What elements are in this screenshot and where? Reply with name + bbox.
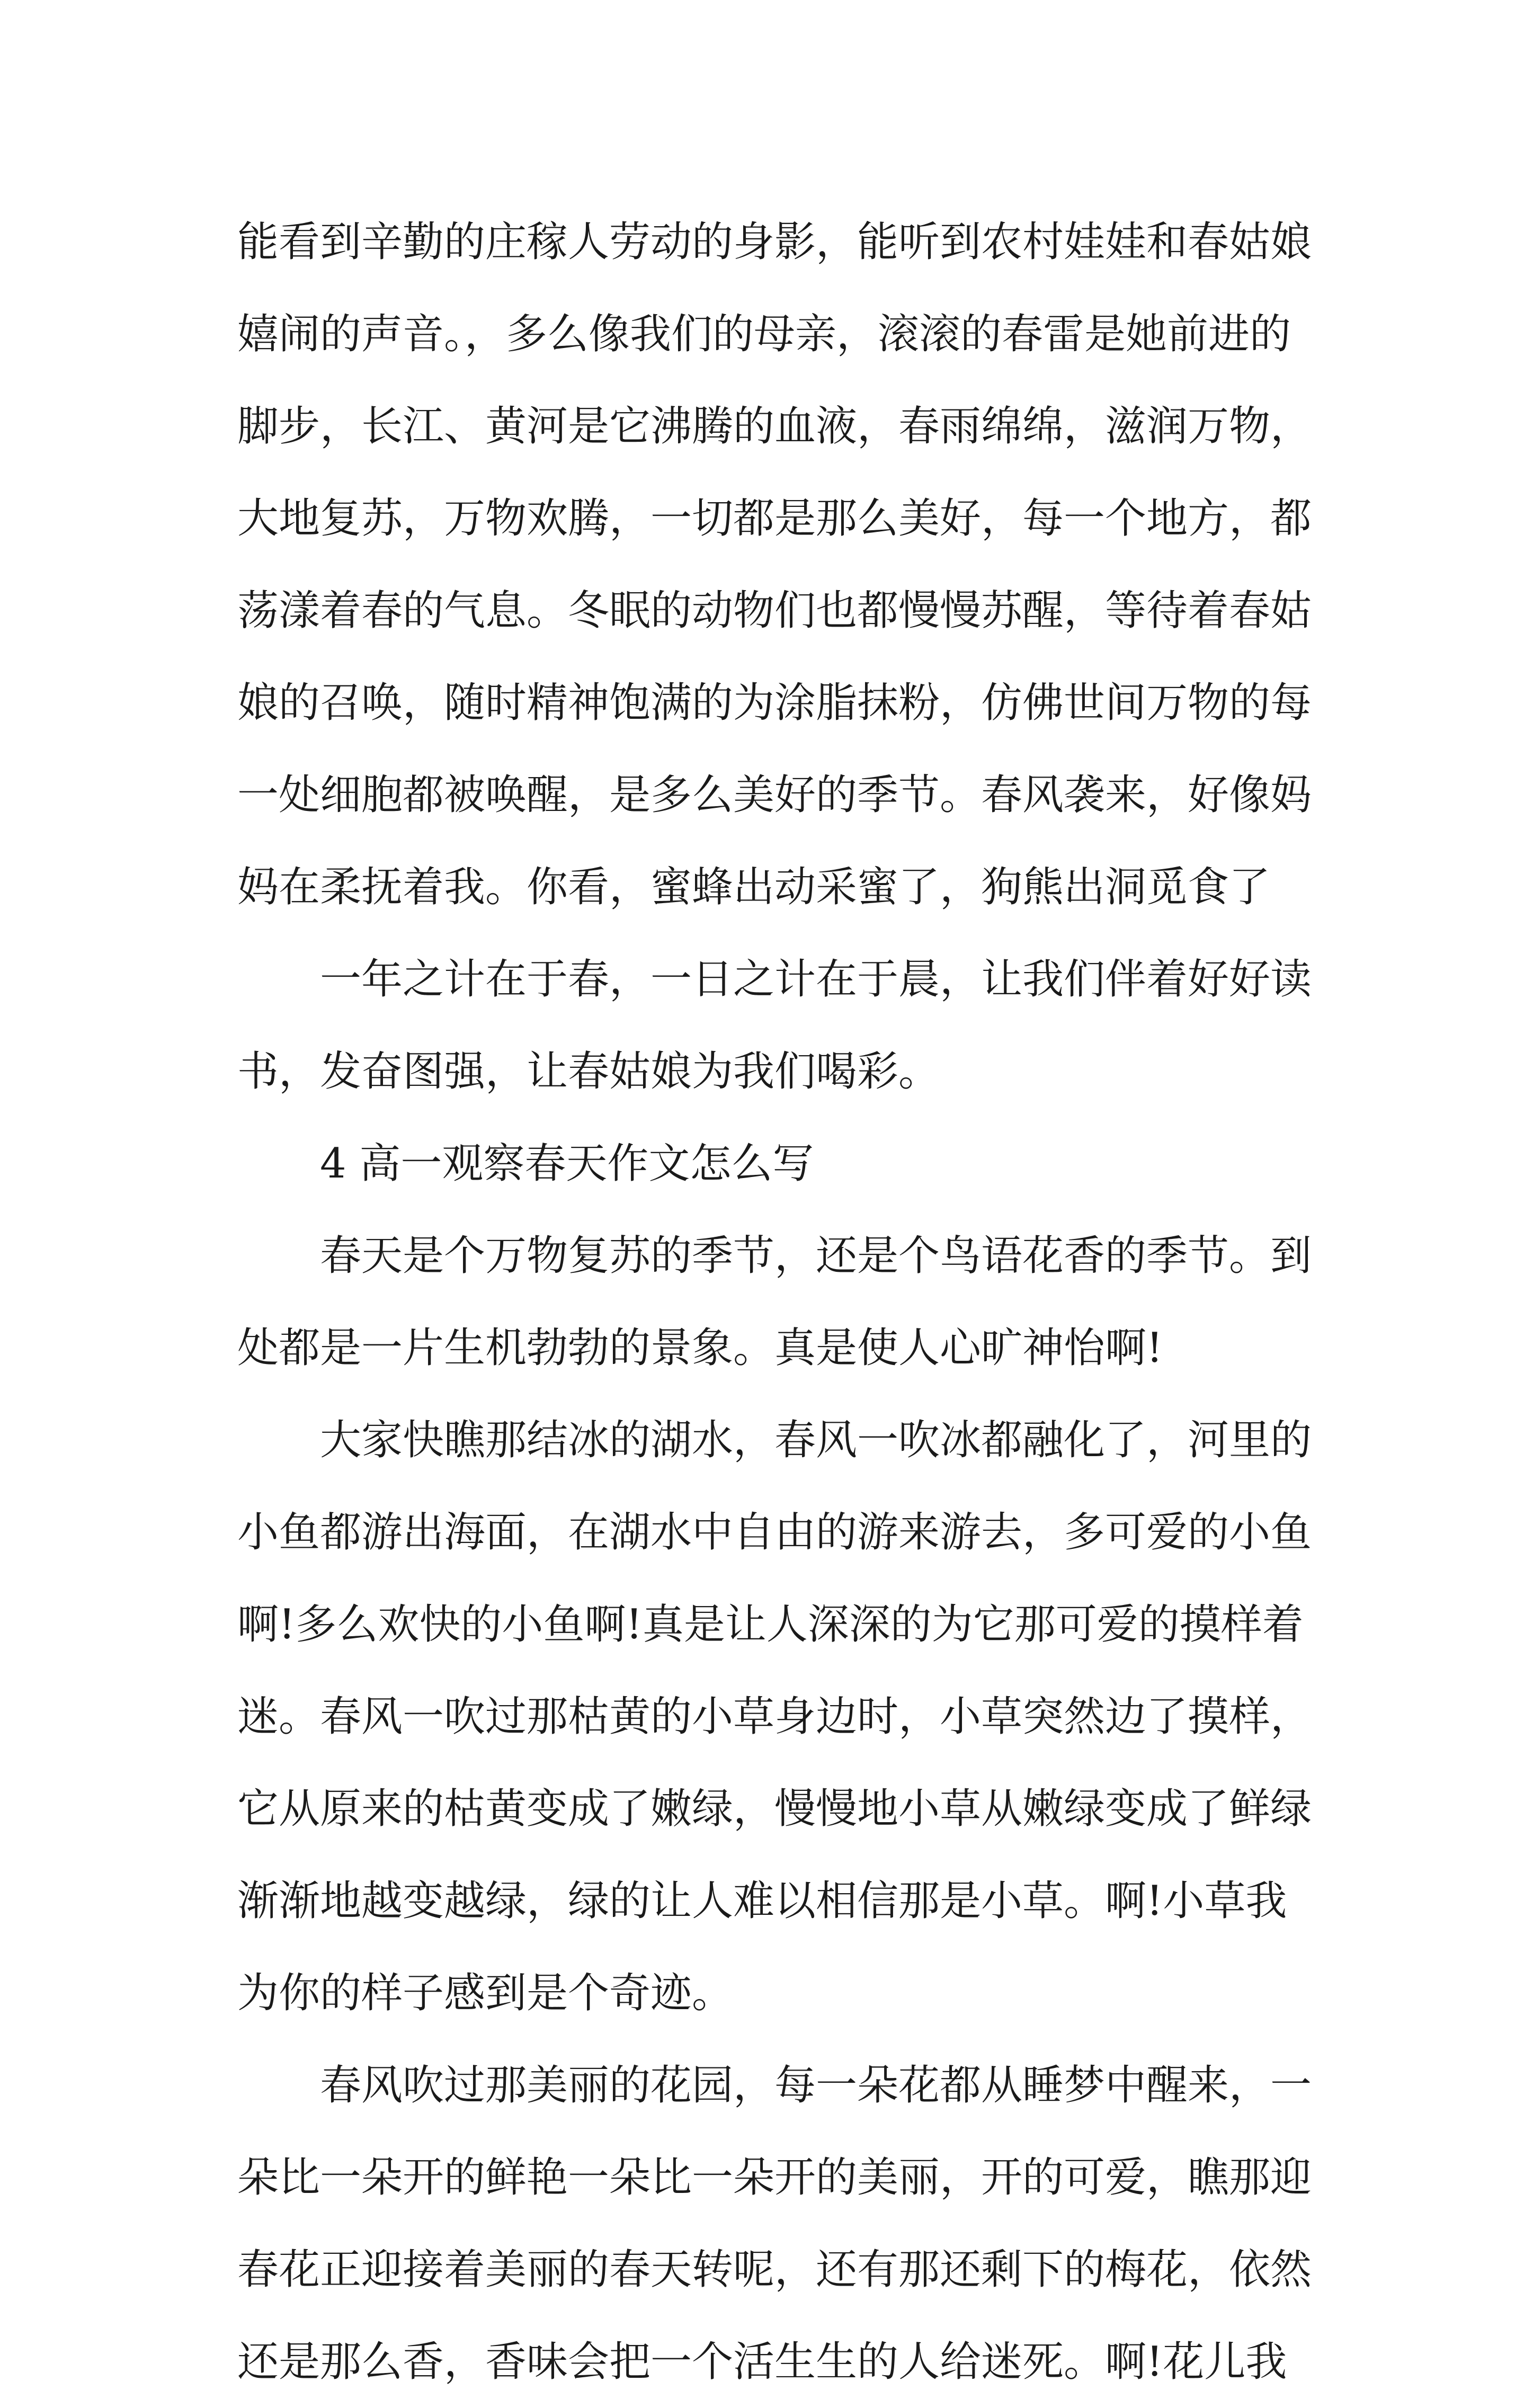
paragraph-start-line: 大家快瞧那结冰的湖水，春风一吹冰都融化了，河里的 <box>320 1416 1312 1464</box>
text-line: 大地复苏，万物欢腾，一切都是那么美好，每一个地方，都 <box>237 495 1312 542</box>
text-line: 脚步，长江、黄河是它沸腾的血液，春雨绵绵，滋润万物， <box>237 403 1312 450</box>
body-text <box>237 196 1339 2408</box>
text-line: 妈在柔抚着我。你看，蜜蜂出动采蜜了，狗熊出洞觅食了 <box>237 863 1271 911</box>
text-line: 为你的样子感到是个奇迹。 <box>237 1969 734 2017</box>
paragraph-start-line: 春天是个万物复苏的季节，还是个鸟语花香的季节。到 <box>320 1232 1312 1280</box>
text-line: 荡漾着春的气息。冬眠的动物们也都慢慢苏醒，等待着春姑 <box>237 587 1312 635</box>
text-line: 它从原来的枯黄变成了嫩绿，慢慢地小草从嫩绿变成了鲜绿 <box>237 1785 1312 1833</box>
text-line: 一处细胞都被唤醒，是多么美好的季节。春风袭来，好像妈 <box>237 771 1312 819</box>
text-line: 处都是一片生机勃勃的景象。真是使人心旷神怡啊! <box>237 1324 1163 1372</box>
text-line: 娘的召唤，随时精神饱满的为涂脂抹粉，仿佛世间万物的每 <box>237 679 1312 727</box>
text-line: 能看到辛勤的庄稼人劳动的身影，能听到农村娃娃和春姑娘 <box>237 218 1312 266</box>
paragraph-start-line: 春风吹过那美丽的花园，每一朵花都从睡梦中醒来，一 <box>320 2062 1312 2109</box>
text-line: 春花正迎接着美丽的春天转呢，还有那还剩下的梅花，依然 <box>237 2246 1312 2294</box>
text-line: 啊!多么欢快的小鱼啊!真是让人深深的为它那可爱的摸样着 <box>237 1601 1304 1648</box>
text-line: 小鱼都游出海面，在湖水中自由的游来游去，多可爱的小鱼 <box>237 1509 1312 1556</box>
section-heading: 4 高一观察春天作文怎么写 <box>320 1140 814 1188</box>
paragraph-start-line: 一年之计在于春，一日之计在于晨，让我们伴着好好读 <box>320 956 1312 1003</box>
text-line: 嬉闹的声音。，多么像我们的母亲，滚滚的春雷是她前进的 <box>237 310 1291 358</box>
text-line: 书，发奋图强，让春姑娘为我们喝彩。 <box>237 1048 940 1095</box>
text-line: 朵比一朵开的鲜艳一朵比一朵开的美丽，开的可爱，瞧那迎 <box>237 2154 1312 2201</box>
text-line: 渐渐地越变越绿，绿的让人难以相信那是小草。啊!小草我 <box>237 1877 1287 1925</box>
text-line: 还是那么香，香味会把一个活生生的人给迷死。啊!花儿我 <box>237 2338 1287 2386</box>
text-line: 迷。春风一吹过那枯黄的小草身边时，小草突然边了摸样， <box>237 1693 1312 1741</box>
